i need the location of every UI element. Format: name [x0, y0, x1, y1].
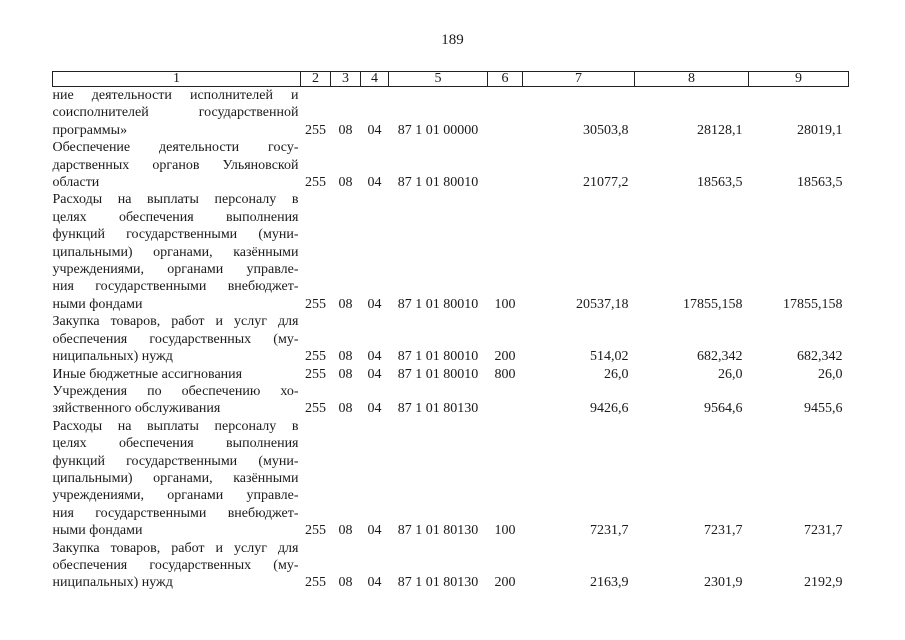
expense-type-code: [488, 139, 523, 191]
subsection-code: 04: [367, 175, 382, 191]
table-row: [53, 313, 849, 365]
amount-col-7: 514,02: [590, 349, 629, 365]
glava-code: 255: [305, 296, 326, 312]
header-col-9: 9: [749, 72, 849, 87]
glava-code: 255: [305, 401, 326, 417]
amount-col-7: 2163,9: [590, 575, 629, 591]
description-line: соисполнителей государственной: [52, 105, 299, 121]
amount-col-8: 2301,9: [704, 575, 743, 591]
description-line: ниципальных) нужд: [52, 349, 173, 365]
amount-col-8: 682,342: [697, 349, 743, 365]
table-row: [53, 540, 849, 592]
amount-col-7: 7231,7: [590, 523, 629, 539]
target-article-code: 87 1 01 80010: [397, 366, 479, 382]
description-line: ципальными) органами, казёнными: [52, 470, 299, 486]
description-line: дарственных органов Ульяновской: [52, 157, 299, 173]
amount-col-9: 17855,158: [783, 296, 843, 312]
section-code: 08: [338, 349, 353, 365]
target-article-code: 87 1 01 80010: [397, 175, 479, 191]
header-col-6: 6: [488, 72, 523, 87]
section-code: 08: [338, 523, 353, 539]
description-line: Иные бюджетные ассигнования: [52, 366, 243, 382]
amount-col-8: 18563,5: [697, 175, 743, 191]
header-col-4: 4: [361, 72, 389, 87]
subsection-code: 04: [367, 349, 382, 365]
header-col-2: 2: [301, 72, 331, 87]
description-line: целях обеспечения выполнения: [52, 436, 299, 452]
target-article-code: 87 1 01 80010: [397, 349, 479, 365]
amount-col-8: 7231,7: [704, 523, 743, 539]
header-col-3: 3: [331, 72, 361, 87]
section-code: 08: [338, 122, 353, 138]
table-row: [53, 383, 849, 418]
description-line: ными фондами: [52, 296, 143, 312]
description-line: функций государственными (муни-: [52, 453, 299, 469]
amount-col-8: 28128,1: [697, 122, 743, 138]
description-line: учреждениями, органами управле-: [52, 262, 299, 278]
description-line: обеспечения государственных (му-: [52, 331, 299, 347]
amount-col-7: 20537,18: [576, 296, 629, 312]
description-line: ния государственными внебюджет-: [52, 505, 299, 521]
expense-type-code: 100: [494, 296, 516, 312]
expense-type-code: 200: [494, 349, 516, 365]
amount-col-7: 21077,2: [583, 175, 629, 191]
row-description: [53, 139, 301, 191]
description-line: ципальными) органами, казёнными: [52, 244, 299, 260]
budget-table: [52, 71, 849, 592]
amount-col-9: 18563,5: [797, 175, 843, 191]
amount-col-9: 9455,6: [804, 401, 843, 417]
glava-code: 255: [305, 349, 326, 365]
expense-type-code: 800: [494, 366, 516, 382]
row-description: [53, 87, 301, 140]
header-col-1: 1: [53, 72, 301, 87]
row-description: [53, 418, 301, 540]
amount-col-8: 26,0: [718, 366, 743, 382]
description-line: области: [52, 175, 100, 191]
description-line: ными фондами: [52, 523, 143, 539]
glava-code: 255: [305, 366, 326, 382]
target-article-code: 87 1 01 00000: [397, 122, 479, 138]
description-line: Закупка товаров, работ и услуг для: [52, 314, 299, 330]
glava-code: 255: [305, 122, 326, 138]
description-line: Обеспечение деятельности госу-: [52, 140, 299, 156]
section-code: 08: [338, 401, 353, 417]
amount-col-9: 26,0: [818, 366, 843, 382]
header-col-8: 8: [635, 72, 749, 87]
glava-code: 255: [305, 175, 326, 191]
target-article-code: 87 1 01 80130: [397, 523, 479, 539]
section-code: 08: [338, 366, 353, 382]
description-line: Учреждения по обеспечению хо-: [52, 383, 299, 399]
description-line: ния государственными внебюджет-: [52, 279, 299, 295]
glava-code: 255: [305, 523, 326, 539]
row-description: [53, 540, 301, 592]
description-line: целях обеспечения выполнения: [52, 209, 299, 225]
description-line: Расходы на выплаты персоналу в: [52, 192, 299, 208]
target-article-code: 87 1 01 80130: [397, 575, 479, 591]
subsection-code: 04: [367, 122, 382, 138]
description-line: зяйственного обслуживания: [52, 401, 221, 417]
table-row: [53, 87, 849, 140]
glava-code: 255: [305, 575, 326, 591]
amount-col-9: 7231,7: [804, 523, 843, 539]
description-line: программы»: [52, 122, 128, 138]
amount-col-8: 9564,6: [704, 401, 743, 417]
subsection-code: 04: [367, 401, 382, 417]
row-description: [53, 383, 301, 418]
header-col-7: 7: [523, 72, 635, 87]
section-code: 08: [338, 575, 353, 591]
description-line: обеспечения государственных (му-: [52, 557, 299, 573]
row-description: [53, 366, 301, 383]
amount-col-7: 26,0: [604, 366, 629, 382]
description-line: Расходы на выплаты персоналу в: [52, 418, 299, 434]
amount-col-7: 9426,6: [590, 401, 629, 417]
expense-type-code: 200: [494, 575, 516, 591]
table-row: [53, 139, 849, 191]
subsection-code: 04: [367, 523, 382, 539]
header-row: [53, 72, 849, 87]
subsection-code: 04: [367, 366, 382, 382]
table-row: [53, 366, 849, 383]
amount-col-8: 17855,158: [683, 296, 743, 312]
section-code: 08: [338, 175, 353, 191]
subsection-code: 04: [367, 296, 382, 312]
expense-type-code: [488, 87, 523, 140]
row-description: [53, 313, 301, 365]
target-article-code: 87 1 01 80010: [397, 296, 479, 312]
section-code: 08: [338, 296, 353, 312]
amount-col-9: 28019,1: [797, 122, 843, 138]
row-description: [53, 191, 301, 313]
description-line: ниципальных) нужд: [52, 575, 173, 591]
amount-col-9: 682,342: [797, 349, 843, 365]
expense-type-code: 100: [494, 523, 516, 539]
description-line: ние деятельности исполнителей и: [52, 88, 299, 103]
subsection-code: 04: [367, 575, 382, 591]
description-line: Закупка товаров, работ и услуг для: [52, 540, 299, 556]
table-row: [53, 418, 849, 540]
description-line: учреждениями, органами управле-: [52, 488, 299, 504]
header-col-5: 5: [389, 72, 488, 87]
table-row: [53, 191, 849, 313]
page-number: 189: [441, 32, 464, 48]
target-article-code: 87 1 01 80130: [397, 401, 479, 417]
table-body: [53, 87, 849, 592]
amount-col-7: 30503,8: [583, 122, 629, 138]
amount-col-9: 2192,9: [804, 575, 843, 591]
description-line: функций государственными (муни-: [52, 227, 299, 243]
expense-type-code: [488, 383, 523, 418]
